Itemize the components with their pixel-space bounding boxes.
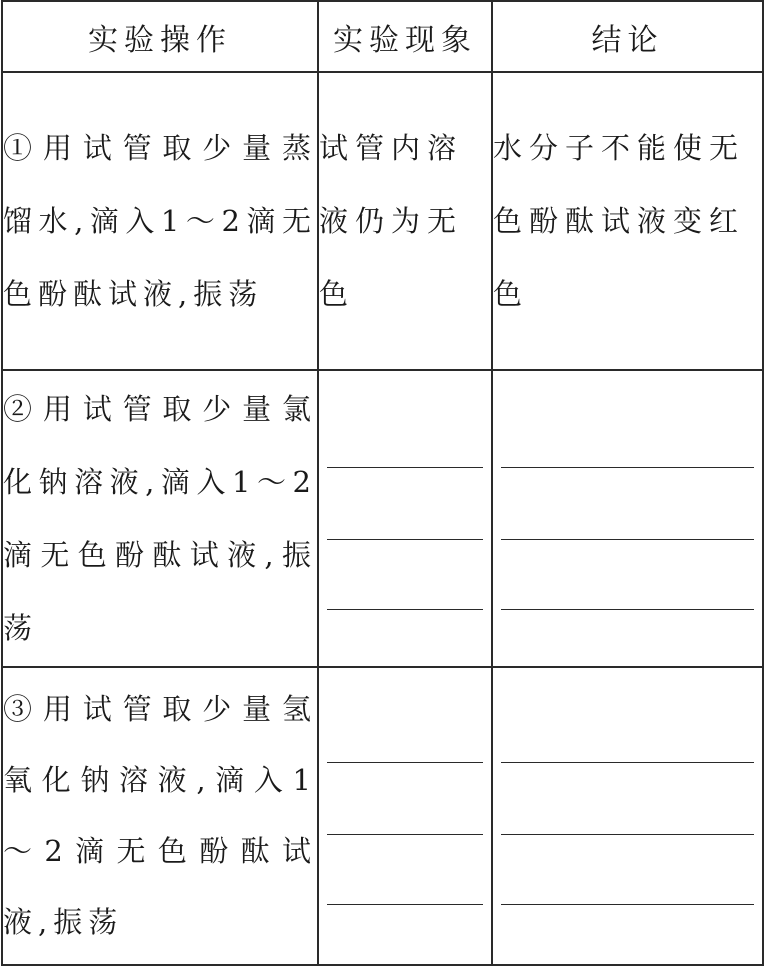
answer-blank-line — [501, 904, 754, 905]
phenomenon-blank-cell-2 — [318, 370, 492, 667]
answer-blank-line — [327, 762, 483, 763]
answer-blank-line — [501, 762, 754, 763]
answer-blank-line — [501, 834, 754, 835]
conclusion-answer-area-3[interactable] — [493, 668, 762, 964]
experiment-table — [1, 0, 764, 966]
operation-cell-2: ②用试管取少量氯化钠溶液,滴入1～2滴无色酚酞试液,振荡 — [2, 370, 318, 667]
header-row — [2, 1, 763, 72]
phenomenon-cell-1: 试管内溶液仍为无色 — [318, 72, 492, 370]
header-phenomenon: 实验现象 — [318, 1, 492, 72]
answer-blank-line — [501, 467, 754, 468]
answer-blank-line — [501, 609, 754, 610]
conclusion-answer-area-2[interactable] — [493, 371, 762, 666]
operation-cell-3: ③用试管取少量氢氧化钠溶液,滴入1～2滴无色酚酞试液,振荡 — [2, 667, 318, 965]
conclusion-blank-cell-2 — [492, 370, 763, 667]
table-row-2 — [2, 370, 763, 667]
conclusion-blank-cell-3 — [492, 667, 763, 965]
answer-blank-line — [327, 467, 483, 468]
conclusion-cell-1: 水分子不能使无色酚酞试液变红色 — [492, 72, 763, 370]
answer-blank-line — [327, 609, 483, 610]
header-conclusion: 结论 — [492, 1, 763, 72]
answer-blank-line — [327, 904, 483, 905]
phenomenon-blank-cell-3 — [318, 667, 492, 965]
table-row-1 — [2, 72, 763, 370]
answer-blank-line — [327, 539, 483, 540]
answer-blank-line — [501, 539, 754, 540]
answer-blank-line — [327, 834, 483, 835]
phenomenon-answer-area-2[interactable] — [319, 371, 491, 666]
header-operation: 实验操作 — [2, 1, 318, 72]
table-row-3 — [2, 667, 763, 965]
phenomenon-answer-area-3[interactable] — [319, 668, 491, 964]
operation-cell-1: ①用试管取少量蒸馏水,滴入1～2滴无色酚酞试液,振荡 — [2, 72, 318, 370]
